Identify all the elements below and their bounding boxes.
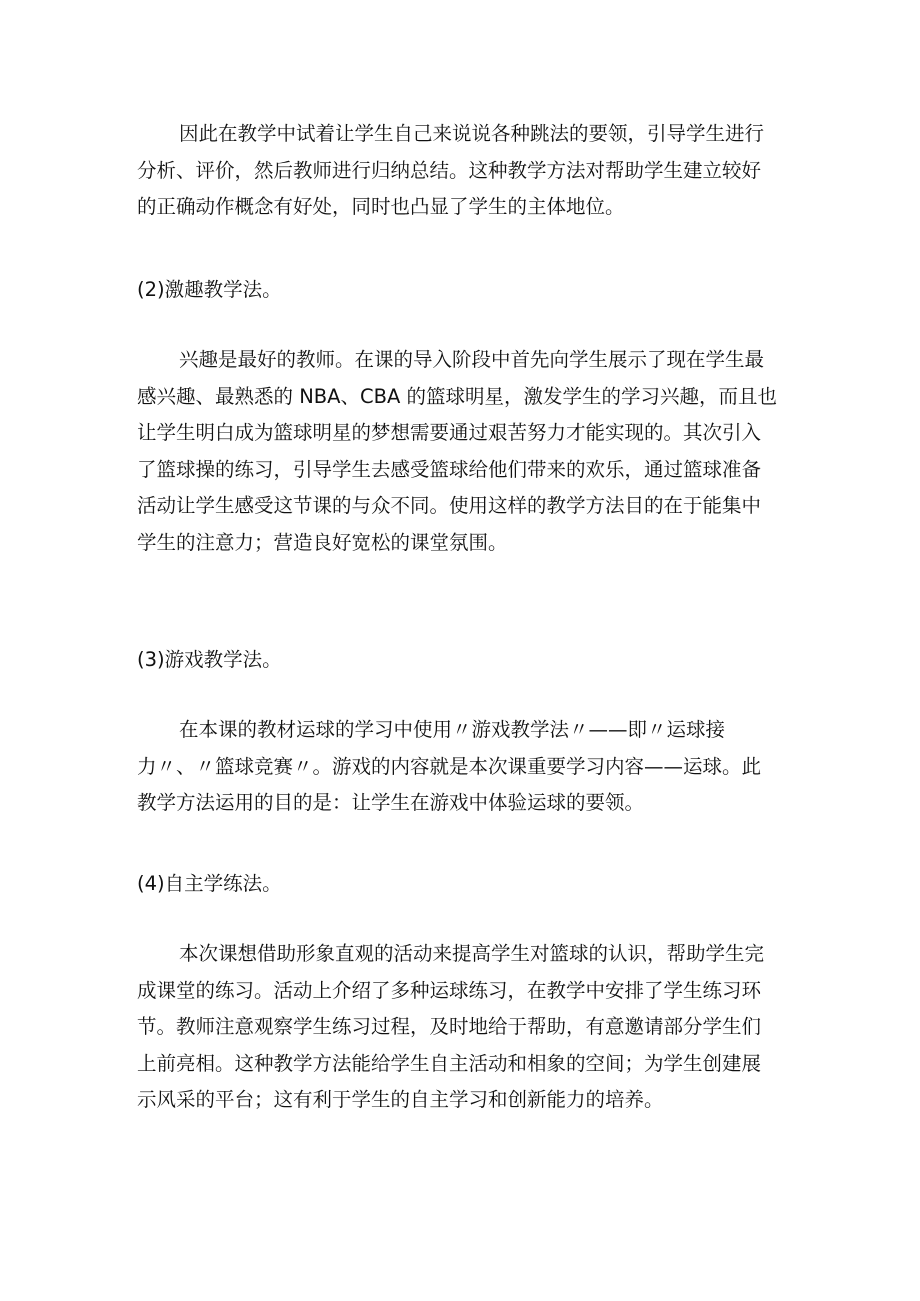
paragraph-line: 因此在教学中试着让学生自己来说说各种跳法的要领，引导学生进行: [179, 122, 765, 145]
paragraph-line: 分析、评价，然后教师进行归纳总结。这种教学方法对帮助学生建立较好: [137, 158, 762, 182]
paragraph-2: [137, 342, 787, 561]
paragraph-line: 节。教师注意观察学生练习过程，及时地给于帮助，有意邀请部分学生们: [137, 1015, 762, 1038]
paragraph-line: 兴趣是最好的教师。在课的导入阶段中首先向学生展示了现在学生最: [179, 348, 765, 371]
paragraph-line: 了篮球操的练习，引导学生去感受篮球给他们带来的欢乐，通过篮球准备: [137, 457, 762, 481]
paragraph-line: 让学生明白成为篮球明星的梦想需要通过艰苦努力才能实现的。其次引入: [137, 421, 762, 444]
paragraph-line: 本次课想借助形象直观的活动来提高学生对篮球的认识，帮助学生完: [179, 942, 765, 965]
paragraph-line: 成课堂的练习。活动上介绍了多种运球练习，在教学中安排了学生练习环: [137, 978, 762, 1002]
heading-4: (4)自主学练法。: [137, 872, 282, 895]
paragraph-line: 在本课的教材运球的学习中使用〃游戏教学法〃——即〃运球接: [179, 718, 726, 741]
paragraph-1: [137, 116, 787, 226]
paragraph-line: 力〃、〃篮球竞赛〃。游戏的内容就是本次课重要学习内容——运球。此: [137, 754, 762, 778]
paragraph-4: [137, 936, 787, 1119]
paragraph-line: 示风采的平台；这有利于学生的自主学习和创新能力的培养。: [137, 1088, 664, 1111]
paragraph-line: 上前亮相。这种教学方法能给学生自主活动和相象的空间；为学生创建展: [137, 1051, 762, 1075]
paragraph-3: [137, 712, 787, 822]
paragraph-line: 的正确动作概念有好处，同时也凸显了学生的主体地位。: [137, 195, 625, 218]
paragraph-line: 教学方法运用的目的是：让学生在游戏中体验运球的要领。: [137, 791, 645, 814]
paragraph-line: 感兴趣、最熟悉的 NBA、CBA 的篮球明星，激发学生的学习兴趣，而且也: [137, 384, 778, 408]
paragraph-line: 活动让学生感受这节课的与众不同。使用这样的教学方法目的在于能集中: [137, 494, 762, 517]
heading-2: (2)激趣教学法。: [137, 278, 282, 301]
paragraph-line: 学生的注意力；营造良好宽松的课堂氛围。: [137, 530, 508, 554]
heading-3: (3)游戏教学法。: [137, 648, 282, 671]
